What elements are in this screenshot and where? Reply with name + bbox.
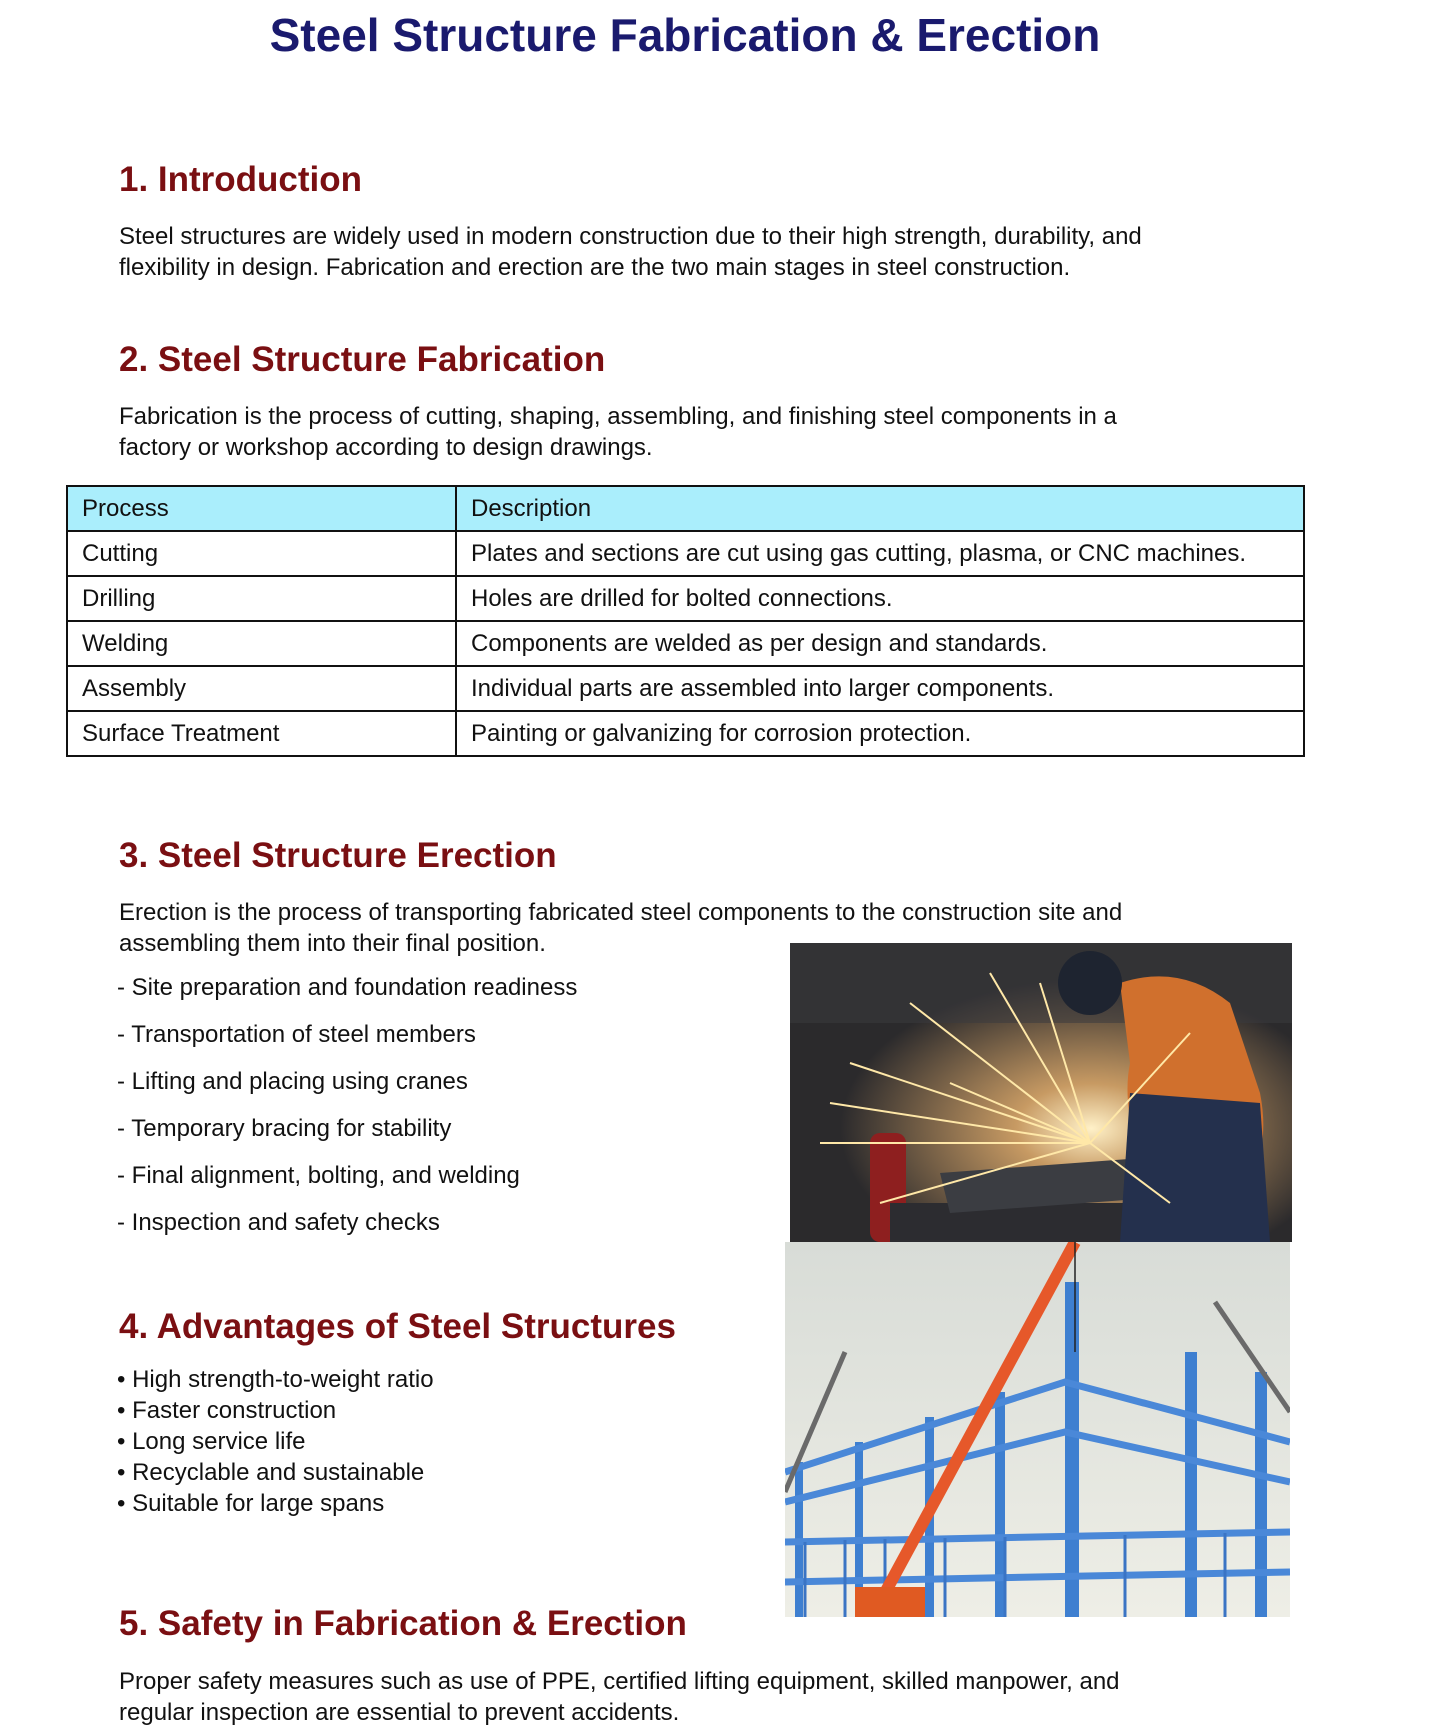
fabrication-line: factory or workshop according to design drawings. [119, 434, 653, 461]
intro-paragraph [119, 221, 1249, 283]
description-cell: Components are welded as per design and standards. [456, 621, 1304, 666]
erection-line: Erection is the process of transporting fabricated steel components to the construction site and [119, 899, 1123, 926]
list-item: • Suitable for large spans [117, 1490, 385, 1517]
list-item: • Faster construction [117, 1397, 337, 1424]
list-item: - Lifting and placing using cranes [117, 1068, 468, 1095]
list-item: • High strength-to-weight ratio [117, 1366, 434, 1393]
process-cell: Surface Treatment [67, 711, 456, 756]
fabrication-process-table [66, 485, 1305, 757]
list-item: • Long service life [117, 1428, 306, 1455]
fabrication-paragraph [119, 401, 1249, 463]
table-row [67, 711, 1304, 756]
steel-frame-erection-photo [785, 1242, 1290, 1617]
process-cell: Cutting [67, 531, 456, 576]
header-description: Description [456, 486, 1304, 531]
table-row [67, 666, 1304, 711]
process-cell: Assembly [67, 666, 456, 711]
heading-advantages: 4. Advantages of Steel Structures [119, 1307, 676, 1346]
list-item: • Recyclable and sustainable [117, 1459, 425, 1486]
process-cell: Drilling [67, 576, 456, 621]
table-header-row [67, 486, 1304, 531]
intro-line: Steel structures are widely used in modern construction due to their high strength, durability, and [119, 223, 1142, 250]
heading-fabrication: 2. Steel Structure Fabrication [119, 340, 606, 379]
safety-line: regular inspection are essential to prevent accidents. [119, 1699, 680, 1726]
description-cell: Painting or galvanizing for corrosion protection. [456, 711, 1304, 756]
safety-paragraph [119, 1666, 1249, 1728]
safety-line: Proper safety measures such as use of PPE, certified lifting equipment, skilled manpower, and [119, 1668, 1120, 1695]
list-item: - Temporary bracing for stability [117, 1115, 452, 1142]
list-item: - Site preparation and foundation readiness [117, 974, 578, 1001]
heading-erection: 3. Steel Structure Erection [119, 836, 557, 875]
list-item: - Inspection and safety checks [117, 1209, 440, 1236]
description-cell: Individual parts are assembled into larger components. [456, 666, 1304, 711]
heading-safety: 5. Safety in Fabrication & Erection [119, 1604, 687, 1643]
advantages-list [117, 1364, 434, 1519]
process-cell: Welding [67, 621, 456, 666]
page-title: Steel Structure Fabrication & Erection [269, 9, 1101, 61]
erection-line: assembling them into their final position. [119, 930, 546, 957]
heading-introduction: 1. Introduction [119, 160, 363, 199]
description-cell: Plates and sections are cut using gas cutting, plasma, or CNC machines. [456, 531, 1304, 576]
table-row [67, 621, 1304, 666]
welding-sparks-photo [790, 943, 1292, 1242]
fabrication-line: Fabrication is the process of cutting, shaping, assembling, and finishing steel components in a [119, 403, 1117, 430]
list-item: - Final alignment, bolting, and welding [117, 1162, 520, 1189]
intro-line: flexibility in design. Fabrication and erection are the two main stages in steel construction. [119, 254, 1071, 281]
header-process: Process [67, 486, 456, 531]
erection-steps-list [117, 964, 577, 1246]
list-item: - Transportation of steel members [117, 1021, 476, 1048]
table-row [67, 576, 1304, 621]
table-row [67, 531, 1304, 576]
description-cell: Holes are drilled for bolted connections. [456, 576, 1304, 621]
